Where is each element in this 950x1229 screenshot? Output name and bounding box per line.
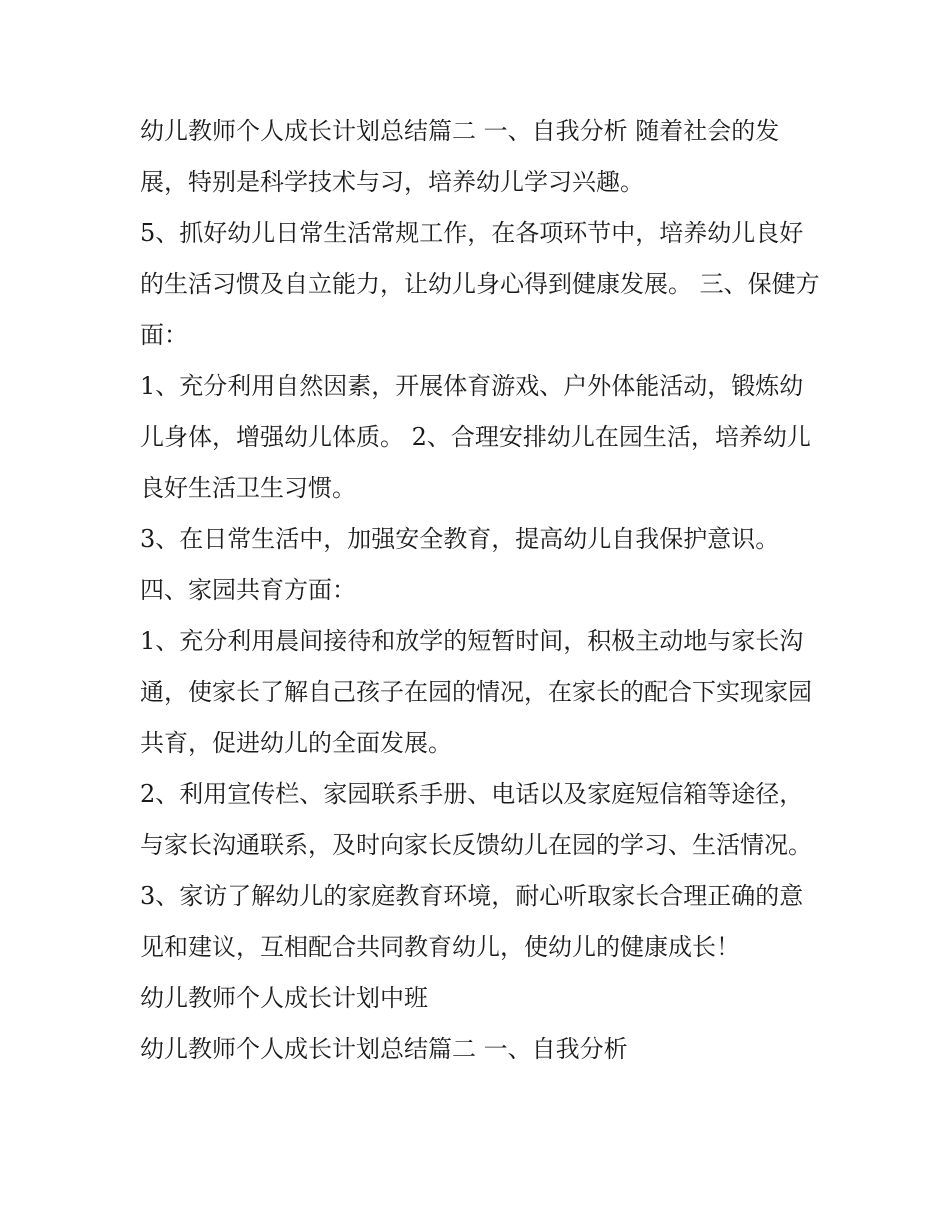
paragraph-home-school-3: 3、家访了解幼儿的家庭教育环境，耐心听取家长合理正确的意见和建议，互相配合共同教育幼儿，使幼儿的健康成长！ — [140, 882, 804, 961]
paragraph-routine-work: 5、抓好幼儿日常生活常规工作，在各项环节中，培养幼儿良好的生活习惯及自立能力，让幼儿身心得到健康发展。 三、保健方面： — [140, 219, 820, 349]
section-heading-home-school: 四、家园共育方面： — [140, 576, 356, 604]
document-body — [140, 106, 820, 1075]
paragraph-intro: 幼儿教师个人成长计划总结篇二 一、自我分析 随着社会的发展，特别是科学技术与习，培养幼儿学习兴趣。 — [140, 117, 780, 196]
paragraph-home-school-1: 1、充分利用晨间接待和放学的短暂时间，积极主动地与家长沟通，使家长了解自己孩子在园的情况，在家长的配合下实现家园共育，促进幼儿的全面发展。 — [140, 627, 812, 757]
paragraph-health-3: 3、在日常生活中，加强安全教育，提高幼儿自我保护意识。 — [140, 525, 780, 553]
paragraph-health-1-2: 1、充分利用自然因素，开展体育游戏、户外体能活动，锻炼幼儿身体，增强幼儿体质。 2、合理安排幼儿在园生活，培养幼儿良好生活卫生习惯。 — [140, 372, 811, 502]
paragraph-home-school-2: 2、利用宣传栏、家园联系手册、电话以及家庭短信箱等途径，与家长沟通联系，及时向家长反馈幼儿在园的学习、生活情况。 — [140, 780, 812, 859]
paragraph-summary-heading: 幼儿教师个人成长计划总结篇二 一、自我分析 — [140, 1035, 628, 1063]
subtitle-middle-class: 幼儿教师个人成长计划中班 — [140, 984, 428, 1012]
